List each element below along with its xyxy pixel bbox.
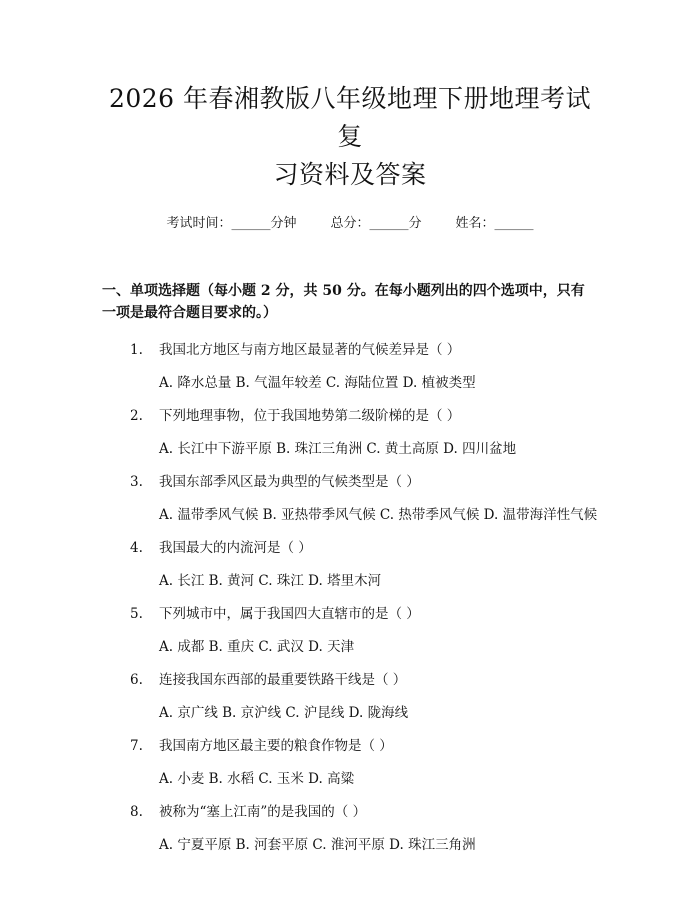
- question-stem: 被称为“塞上江南”的是我国的（ ）: [159, 804, 367, 820]
- question-4: [102, 538, 598, 591]
- exam-time: 考试时间：______分钟: [166, 216, 297, 231]
- exam-meta-line: [102, 214, 598, 234]
- question-options: A. 长江中下游平原 B. 珠江三角洲 C. 黄土高原 D. 四川盆地: [159, 441, 517, 457]
- question-options: A. 成都 B. 重庆 C. 武汉 D. 天津: [159, 639, 355, 655]
- question-options: A. 长江 B. 黄河 C. 珠江 D. 塔里木河: [159, 573, 382, 589]
- question-number: 3.: [130, 474, 143, 490]
- question-options: A. 温带季风气候 B. 亚热带季风气候 C. 热带季风气候 D. 温带海洋性气候: [159, 507, 598, 523]
- title-line-2: 习资料及答案: [273, 160, 427, 189]
- question-number: 7.: [130, 738, 143, 754]
- question-1: [102, 340, 598, 393]
- question-number: 4.: [130, 540, 143, 556]
- question-3: [102, 472, 598, 525]
- question-stem: 我国北方地区与南方地区最显著的气候差异是（ ）: [159, 342, 461, 358]
- question-stem: 我国最大的内流河是（ ）: [159, 540, 312, 556]
- section-1-heading: 一、单项选择题（每小题 2 分，共 50 分。在每小题列出的四个选项中，只有一项是最符合题目要求的。）: [102, 283, 585, 321]
- question-number: 8.: [130, 804, 143, 820]
- question-list: [102, 340, 598, 855]
- question-stem: 连接我国东西部的最重要铁路干线是（ ）: [159, 672, 407, 688]
- question-options: A. 京广线 B. 京沪线 C. 沪昆线 D. 陇海线: [159, 705, 409, 721]
- question-stem: 我国东部季风区最为典型的气候类型是（ ）: [159, 474, 420, 490]
- question-8: [102, 802, 598, 855]
- question-options: A. 小麦 B. 水稻 C. 玉米 D. 高粱: [159, 771, 355, 787]
- document-title: [102, 0, 598, 194]
- exam-name: 姓名：______: [455, 216, 534, 231]
- question-stem: 我国南方地区最主要的粮食作物是（ ）: [159, 738, 393, 754]
- question-6: [102, 670, 598, 723]
- question-number: 6.: [130, 672, 143, 688]
- question-options: A. 宁夏平原 B. 河套平原 C. 淮河平原 D. 珠江三角洲: [159, 837, 476, 853]
- question-options: A. 降水总量 B. 气温年较差 C. 海陆位置 D. 植被类型: [159, 375, 476, 391]
- question-number: 1.: [130, 342, 143, 358]
- question-stem: 下列地理事物，位于我国地势第二级阶梯的是（ ）: [159, 408, 461, 424]
- question-7: [102, 736, 598, 789]
- exam-total-score: 总分：______分: [330, 216, 422, 231]
- question-2: [102, 406, 598, 459]
- title-line-1: 2026 年春湘教版八年级地理下册地理考试复: [108, 84, 592, 151]
- question-stem: 下列城市中，属于我国四大直辖市的是（ ）: [159, 606, 420, 622]
- question-5: [102, 604, 598, 657]
- question-number: 5.: [130, 606, 143, 622]
- question-number: 2.: [130, 408, 143, 424]
